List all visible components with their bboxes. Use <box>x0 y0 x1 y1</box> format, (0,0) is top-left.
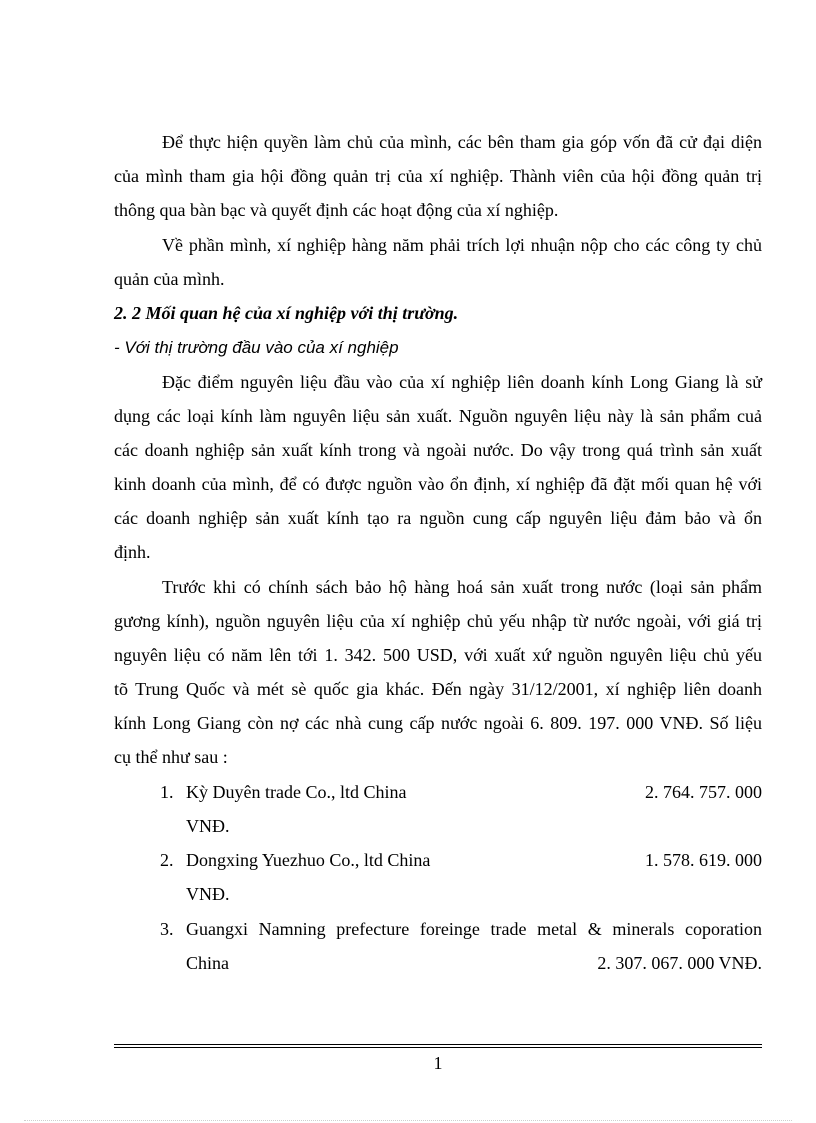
supplier-amount: 2. 764. 757. 000 <box>645 782 762 802</box>
paragraph-2-line-1: Về phần mình, xí nghiệp hàng năm phải trích lợi nhuận nộp cho các công ty chủ <box>162 235 762 255</box>
supplier-name: Guangxi Namning prefecture foreinge trade metal & minerals coporation <box>186 919 762 939</box>
section-heading: 2. 2 Mối quan hệ của xí nghiệp với thị trường. <box>114 303 459 323</box>
supplier-amount: 2. 307. 067. 000 VNĐ. <box>597 953 762 973</box>
footer-rule-bottom <box>114 1047 762 1048</box>
list-number: 2. <box>160 850 174 870</box>
paragraph-2-line-2: quản của mình. <box>114 269 225 289</box>
list-number: 3. <box>160 919 174 939</box>
supplier-item-2-currency: VNĐ. <box>186 884 230 904</box>
supplier-amount: 1. 578. 619. 000 <box>645 850 762 870</box>
supplier-item-3-continuation <box>186 952 762 974</box>
paragraph-4-line-2: gương kính), nguồn nguyên liệu của xí nghiệp chủ yếu nhập từ nước ngoài, với giá trị <box>114 611 762 631</box>
paragraph-4-line-1: Trước khi có chính sách bảo hộ hàng hoá sản xuất trong nước (loại sản phẩm <box>162 577 762 597</box>
paragraph-1-line-1: Để thực hiện quyền làm chủ của mình, các bên tham gia góp vốn đã cử đại diện <box>162 132 762 152</box>
page-edge-divider <box>24 1120 792 1121</box>
paragraph-4-line-5: kính Long Giang còn nợ các nhà cung cấp nước ngoài 6. 809. 197. 000 VNĐ. Số liệu <box>114 713 762 733</box>
supplier-name-continuation: China <box>186 953 229 973</box>
paragraph-1-line-3: thông qua bàn bạc và quyết định các hoạt động của xí nghiệp. <box>114 200 559 220</box>
paragraph-3-line-1: Đặc điểm nguyên liệu đầu vào của xí nghiệp liên doanh kính Long Giang là sử <box>162 372 762 392</box>
subheading: - Với thị trường đầu vào của xí nghiệp <box>114 338 399 357</box>
paragraph-3-line-4: kinh doanh của mình, để có được nguồn vào ổn định, xí nghiệp đã đặt mối quan hệ với <box>114 474 762 494</box>
paragraph-3-line-2: dụng các loại kính làm nguyên liệu sản xuất. Nguồn nguyên liệu này là sản phẩm cuả <box>114 406 762 426</box>
footer-rule-top <box>114 1044 762 1045</box>
supplier-item-1-currency: VNĐ. <box>186 816 230 836</box>
supplier-name: Dongxing Yuezhuo Co., ltd China <box>186 850 431 870</box>
list-number: 1. <box>160 782 174 802</box>
paragraph-4-line-4: tõ Trung Quốc và mét sè quốc gia khác. Đến ngày 31/12/2001, xí nghiệp liên doanh <box>114 679 762 699</box>
supplier-name: Kỳ Duyên trade Co., ltd China <box>186 782 407 802</box>
paragraph-1-line-2: của mình tham gia hội đồng quản trị của xí nghiệp. Thành viên của hội đồng quản trị <box>114 166 762 186</box>
paragraph-3-line-3: các doanh nghiệp sản xuất kính trong và ngoài nước. Do vậy trong quá trình sản xuất <box>114 440 762 460</box>
page-number: 1 <box>433 1053 443 1073</box>
paragraph-4-line-3: nguyên liệu có năm lên tới 1. 342. 500 USD, với xuất xứ nguồn nguyên liệu chủ yếu <box>114 645 762 665</box>
paragraph-3-line-5: các doanh nghiệp sản xuất kính tạo ra nguồn cung cấp nguyên liệu đảm bảo và ổn <box>114 508 762 528</box>
paragraph-4-line-6: cụ thể như sau : <box>114 747 228 767</box>
paragraph-3-line-6: định. <box>114 542 151 562</box>
